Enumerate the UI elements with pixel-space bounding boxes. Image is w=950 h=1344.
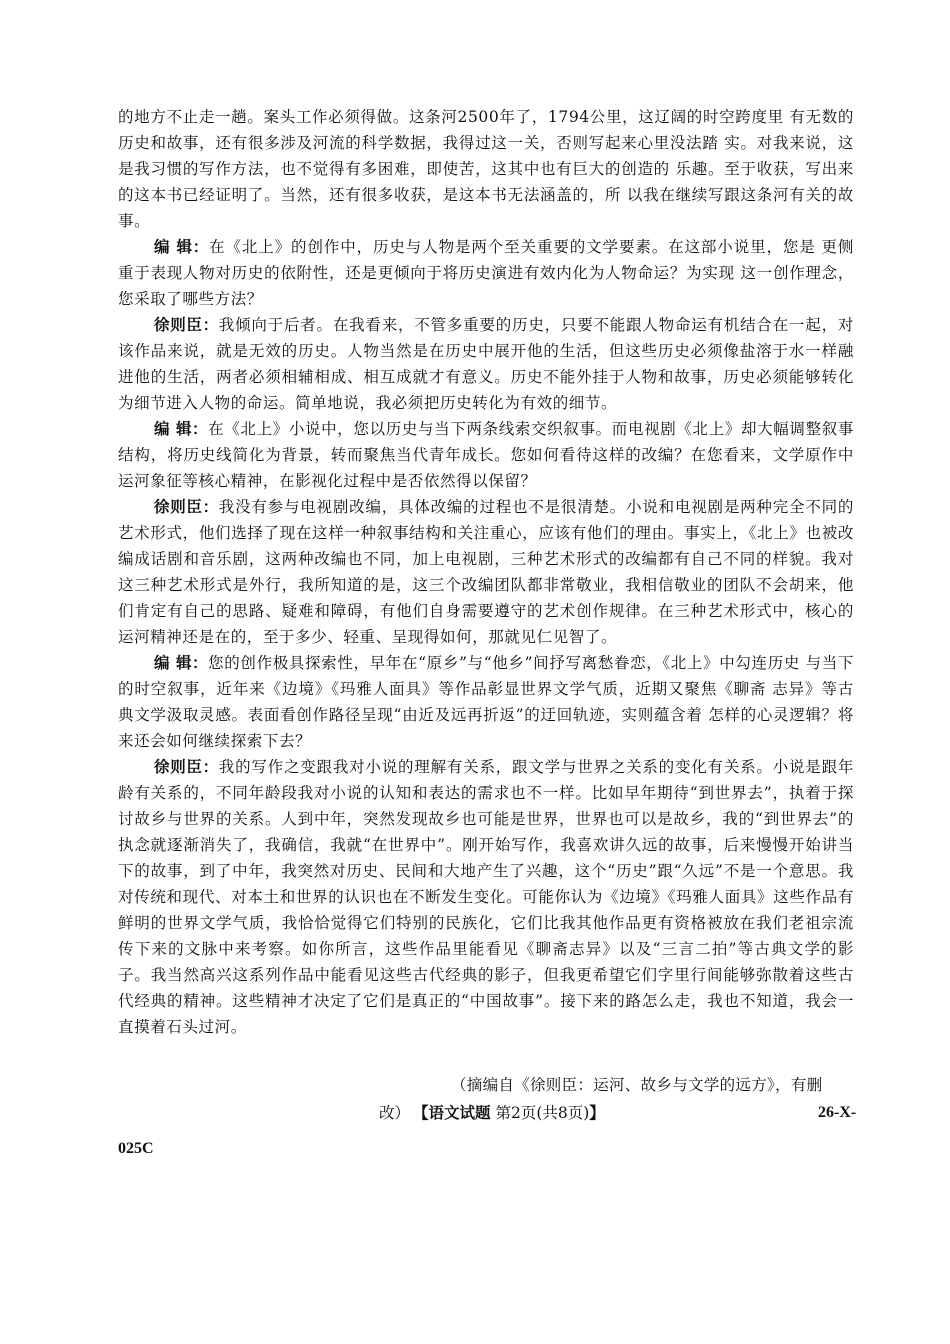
paragraph-text: 您的创作极具探索性，早年在“原乡”与“他乡”间抒写离愁眷恋，《北上》中勾连历史 与当下的时空叙事，近年来《边境》《玛雅人面具》等作品彰显世界文学气质，近期又聚焦《聊斋 志异》等古典文学汲取灵感。表面看创作路径呈现“由近及远再折返”的迂回轨迹，实则蕴含着 怎样的心灵逻辑？将来还会如何继续探索下去？ <box>118 654 854 750</box>
paragraph-text: 的地方不止走一趟。案头工作必须得做。这条河2500年了，1794公里，这辽阔的时空跨度里 有无数的历史和故事，还有很多涉及河流的科学数据，我得过这一关，否则写起来心里没法踏 实。对我来说，这是我习惯的写作方法，也不觉得有多困难，即使苦，这其中也有巨大的创造的 乐趣。至于收获，写出来的这本书已经证明了。当然，还有很多收获，是这本书无法涵盖的，所 以我在继续写跟这条河有关的故事。 <box>118 108 854 230</box>
paragraph-3 <box>118 312 854 416</box>
footer-subject: 【语文试题 <box>413 1104 491 1122</box>
exam-footer-title <box>413 1100 605 1126</box>
paragraph-text: 在《北上》小说中，您以历史与当下两条线索交织叙事。而电视剧《北上》却大幅调整叙事结构，将历史线简化为背景，转而聚焦当代青年成长。您如何看待这样的改编？在您看来，文学原作中运河象征等核心精神，在影视化过程中是否依然得以保留？ <box>118 420 854 490</box>
speaker-label: 徐则臣： <box>154 498 219 516</box>
paragraph-text: 我倾向于后者。在我看来，不管多重要的历史，只要不能跟人物命运有机结合在一起，对该作品来说，就是无效的历史。人物当然是在历史中展开他的生活，但这些历史必须像盐溶于水一样融进他的生活，两者必须相辅相成、相互成就才有意义。历史不能外挂于人物和故事，历史必须能够转化为细节进入人物的命运。简单地说，我必须把历史转化为有效的细节。 <box>118 316 854 412</box>
paragraph-text: 我的写作之变跟我对小说的理解有关系，跟文学与世界之关系的变化有关系。小说是跟年龄有关系的，不同年龄段我对小说的认知和表达的需求也不一样。比如早年期待“到世界去”，执着于探讨故乡与世界的关系。人到中年，突然发现故乡也可能是世界，世界也可以是故乡，我的“到世界去”的执念就逐渐消失了，我确信，我就“在世界中”。刚开始写作，我喜欢讲久远的故事，后来慢慢开始讲当下的故事，到了中年，我突然对历史、民间和大地产生了兴趣，这个“历史”跟“久远”不是一个意思。我对传统和现代、对本土和世界的认识也在不断发生变化。可能你认为《边境》《玛雅人面具》这些作品有鲜明的世界文学气质，我恰恰觉得它们特别的民族化，它们比我其他作品更有资格被放在我们老祖宗流传下来的文脉中来考察。如你所言，这些作品里能看见《聊斋志异》以及“三言二拍”等古典文学的影子。我当然高兴这系列作品中能看见这些古代经典的影子，但我更希望它们字里行间能够弥散着这些古代经典的精神。这些精神才决定了它们是真正的“中国故事”。接下来的路怎么走，我也不知道，我会一直摸着石头过河。 <box>118 758 854 1036</box>
paragraph-2 <box>118 234 854 312</box>
exam-code-part1: 26-X- <box>818 1104 857 1121</box>
speaker-label: 编 辑： <box>154 238 210 256</box>
footer-bracket-close: 】 <box>589 1104 605 1122</box>
paragraph-text: 在《北上》的创作中，历史与人物是两个至关重要的文学要素。在这部小说里，您是 更侧重于表现人物对历史的依附性，还是更倾向于将历史演进有效内化为人物命运？为实现 这一创作理念，您采取了哪些方法？ <box>118 238 854 308</box>
paragraph-7 <box>118 754 854 1040</box>
source-citation: （摘编自《徐则臣：运河、故乡与文学的远方》，有删 <box>451 1076 823 1094</box>
source-citation-tail: 改） <box>379 1104 411 1122</box>
paragraph-1 <box>118 104 854 234</box>
speaker-label: 徐则臣： <box>154 316 219 334</box>
paragraph-text: 我没有参与电视剧改编，具体改编的过程也不是很清楚。小说和电视剧是两种完全不同的艺术形式，他们选择了现在这样一种叙事结构和关注重心，应该有他们的理由。事实上，《北上》也被改编成话剧和音乐剧，这两种改编也不同，加上电视剧，三种艺术形式的改编都有自己不同的样貌。我对这三种艺术形式是外行，我所知道的是，这三个改编团队都非常敬业，我相信敬业的团队不会胡来，他们肯定有自己的思路、疑难和障碍，有他们自身需要遵守的艺术创作规律。在三种艺术形式中，核心的运河精神还是在的，至于多少、轻重、呈现得如何，那就见仁见智了。 <box>118 498 854 646</box>
article-body <box>118 104 854 1040</box>
speaker-label: 编 辑： <box>154 654 209 672</box>
paragraph-6 <box>118 650 854 754</box>
paragraph-4 <box>118 416 854 494</box>
exam-code-part2: 025C <box>118 1140 154 1157</box>
speaker-label: 编 辑： <box>154 420 209 438</box>
footer-page-info: 第2页(共8页) <box>495 1104 590 1122</box>
speaker-label: 徐则臣： <box>154 758 219 776</box>
paragraph-5 <box>118 494 854 650</box>
